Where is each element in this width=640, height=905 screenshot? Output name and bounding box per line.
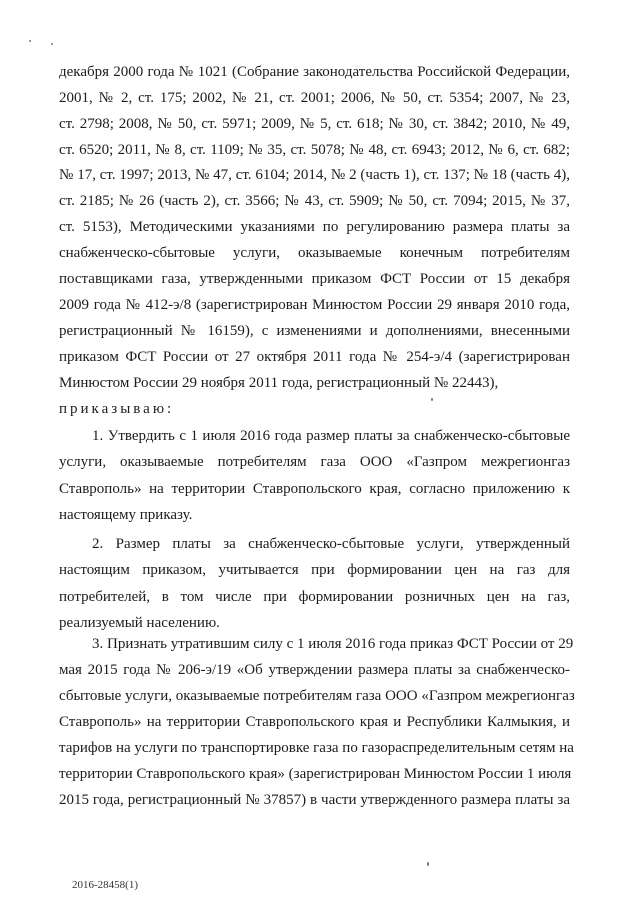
order-keyword: приказываю: bbox=[59, 401, 175, 417]
scan-speck bbox=[427, 862, 429, 866]
text-line: регистрационный № 16159), с изменениями и дополнениями, внесенными bbox=[59, 323, 570, 339]
text-line: 2001, № 2, ст. 175; 2002, № 21, ст. 2001; 2006, № 50, ст. 5354; 2007, № 23, bbox=[59, 90, 570, 106]
text-line: тарифов на услуги по транспортировке газа по газораспределительным сетям на bbox=[59, 740, 574, 756]
text-line: Ставрополь» на территории Ставропольского края, согласно приложению к bbox=[59, 481, 570, 497]
text-line: ст. 6520; 2011, № 8, ст. 1109; № 35, ст. 5078; № 48, ст. 6943; 2012, № 6, ст. 682; bbox=[59, 142, 570, 158]
text-line: ст. 5153), Методическими указаниями по регулированию размера платы за bbox=[59, 219, 570, 235]
text-line: сбытовые услуги, оказываемые потребителям газа ООО «Газпром межрегионгаз bbox=[59, 688, 575, 704]
text-line: мая 2015 года № 206-э/19 «Об утверждении размера платы за снабженческо- bbox=[59, 662, 570, 678]
text-line: потребителей, в том числе при формировании розничных цен на газ, bbox=[59, 589, 570, 605]
item-3-first-line: 3. Признать утратившим силу с 1 июля 2016 года приказ ФСТ России от 29 bbox=[92, 636, 574, 652]
document-code: 2016-28458(1) bbox=[72, 879, 138, 891]
item-2-first-line: 2. Размер платы за снабженческо-сбытовые услуги, утвержденный bbox=[92, 536, 570, 552]
scan-speck bbox=[29, 40, 31, 42]
text-line: Ставрополь» на территории Ставропольского края и Республики Калмыкия, и bbox=[59, 714, 570, 730]
text-line: 2009 года № 412-э/8 (зарегистрирован Минюстом России 29 января 2010 года, bbox=[59, 297, 570, 313]
text-line: снабженческо-сбытовые услуги, оказываемые конечным потребителям bbox=[59, 245, 570, 261]
text-line: Минюстом России 29 ноября 2011 года, регистрационный № 22443), bbox=[59, 375, 499, 391]
scan-speck bbox=[431, 398, 433, 401]
text-line: ст. 2798; 2008, № 50, ст. 5971; 2009, № 5, ст. 618; № 30, ст. 3842; 2010, № 49, bbox=[59, 116, 570, 132]
scan-speck bbox=[51, 43, 53, 45]
text-line: настоящим приказом, учитывается при формировании цен на газ для bbox=[59, 562, 570, 578]
text-line: территории Ставропольского края» (зарегистрирован Минюстом России 1 июля bbox=[59, 766, 572, 782]
text-line: услуги, оказываемые потребителям газа ООО «Газпром межрегионгаз bbox=[59, 454, 570, 470]
item-1-first-line: 1. Утвердить с 1 июля 2016 года размер платы за снабженческо-сбытовые bbox=[92, 428, 570, 444]
text-line: настоящему приказу. bbox=[59, 507, 193, 523]
text-line: № 17, ст. 1997; 2013, № 47, ст. 6104; 2014, № 2 (часть 1), ст. 137; № 18 (часть 4), bbox=[59, 167, 570, 183]
text-line: 2015 года, регистрационный № 37857) в части утвержденного размера платы за bbox=[59, 792, 570, 808]
text-line: поставщиками газа, утвержденными приказом ФСТ России от 15 декабря bbox=[59, 271, 570, 287]
text-line: приказом ФСТ России от 27 октября 2011 года № 254-э/4 (зарегистрирован bbox=[59, 349, 570, 365]
text-line: декабря 2000 года № 1021 (Собрание законодательства Российской Федерации, bbox=[59, 64, 570, 80]
text-line: реализуемый населению. bbox=[59, 615, 220, 631]
text-line: ст. 2185; № 26 (часть 2), ст. 3566; № 43, ст. 5909; № 50, ст. 7094; 2015, № 37, bbox=[59, 193, 570, 209]
